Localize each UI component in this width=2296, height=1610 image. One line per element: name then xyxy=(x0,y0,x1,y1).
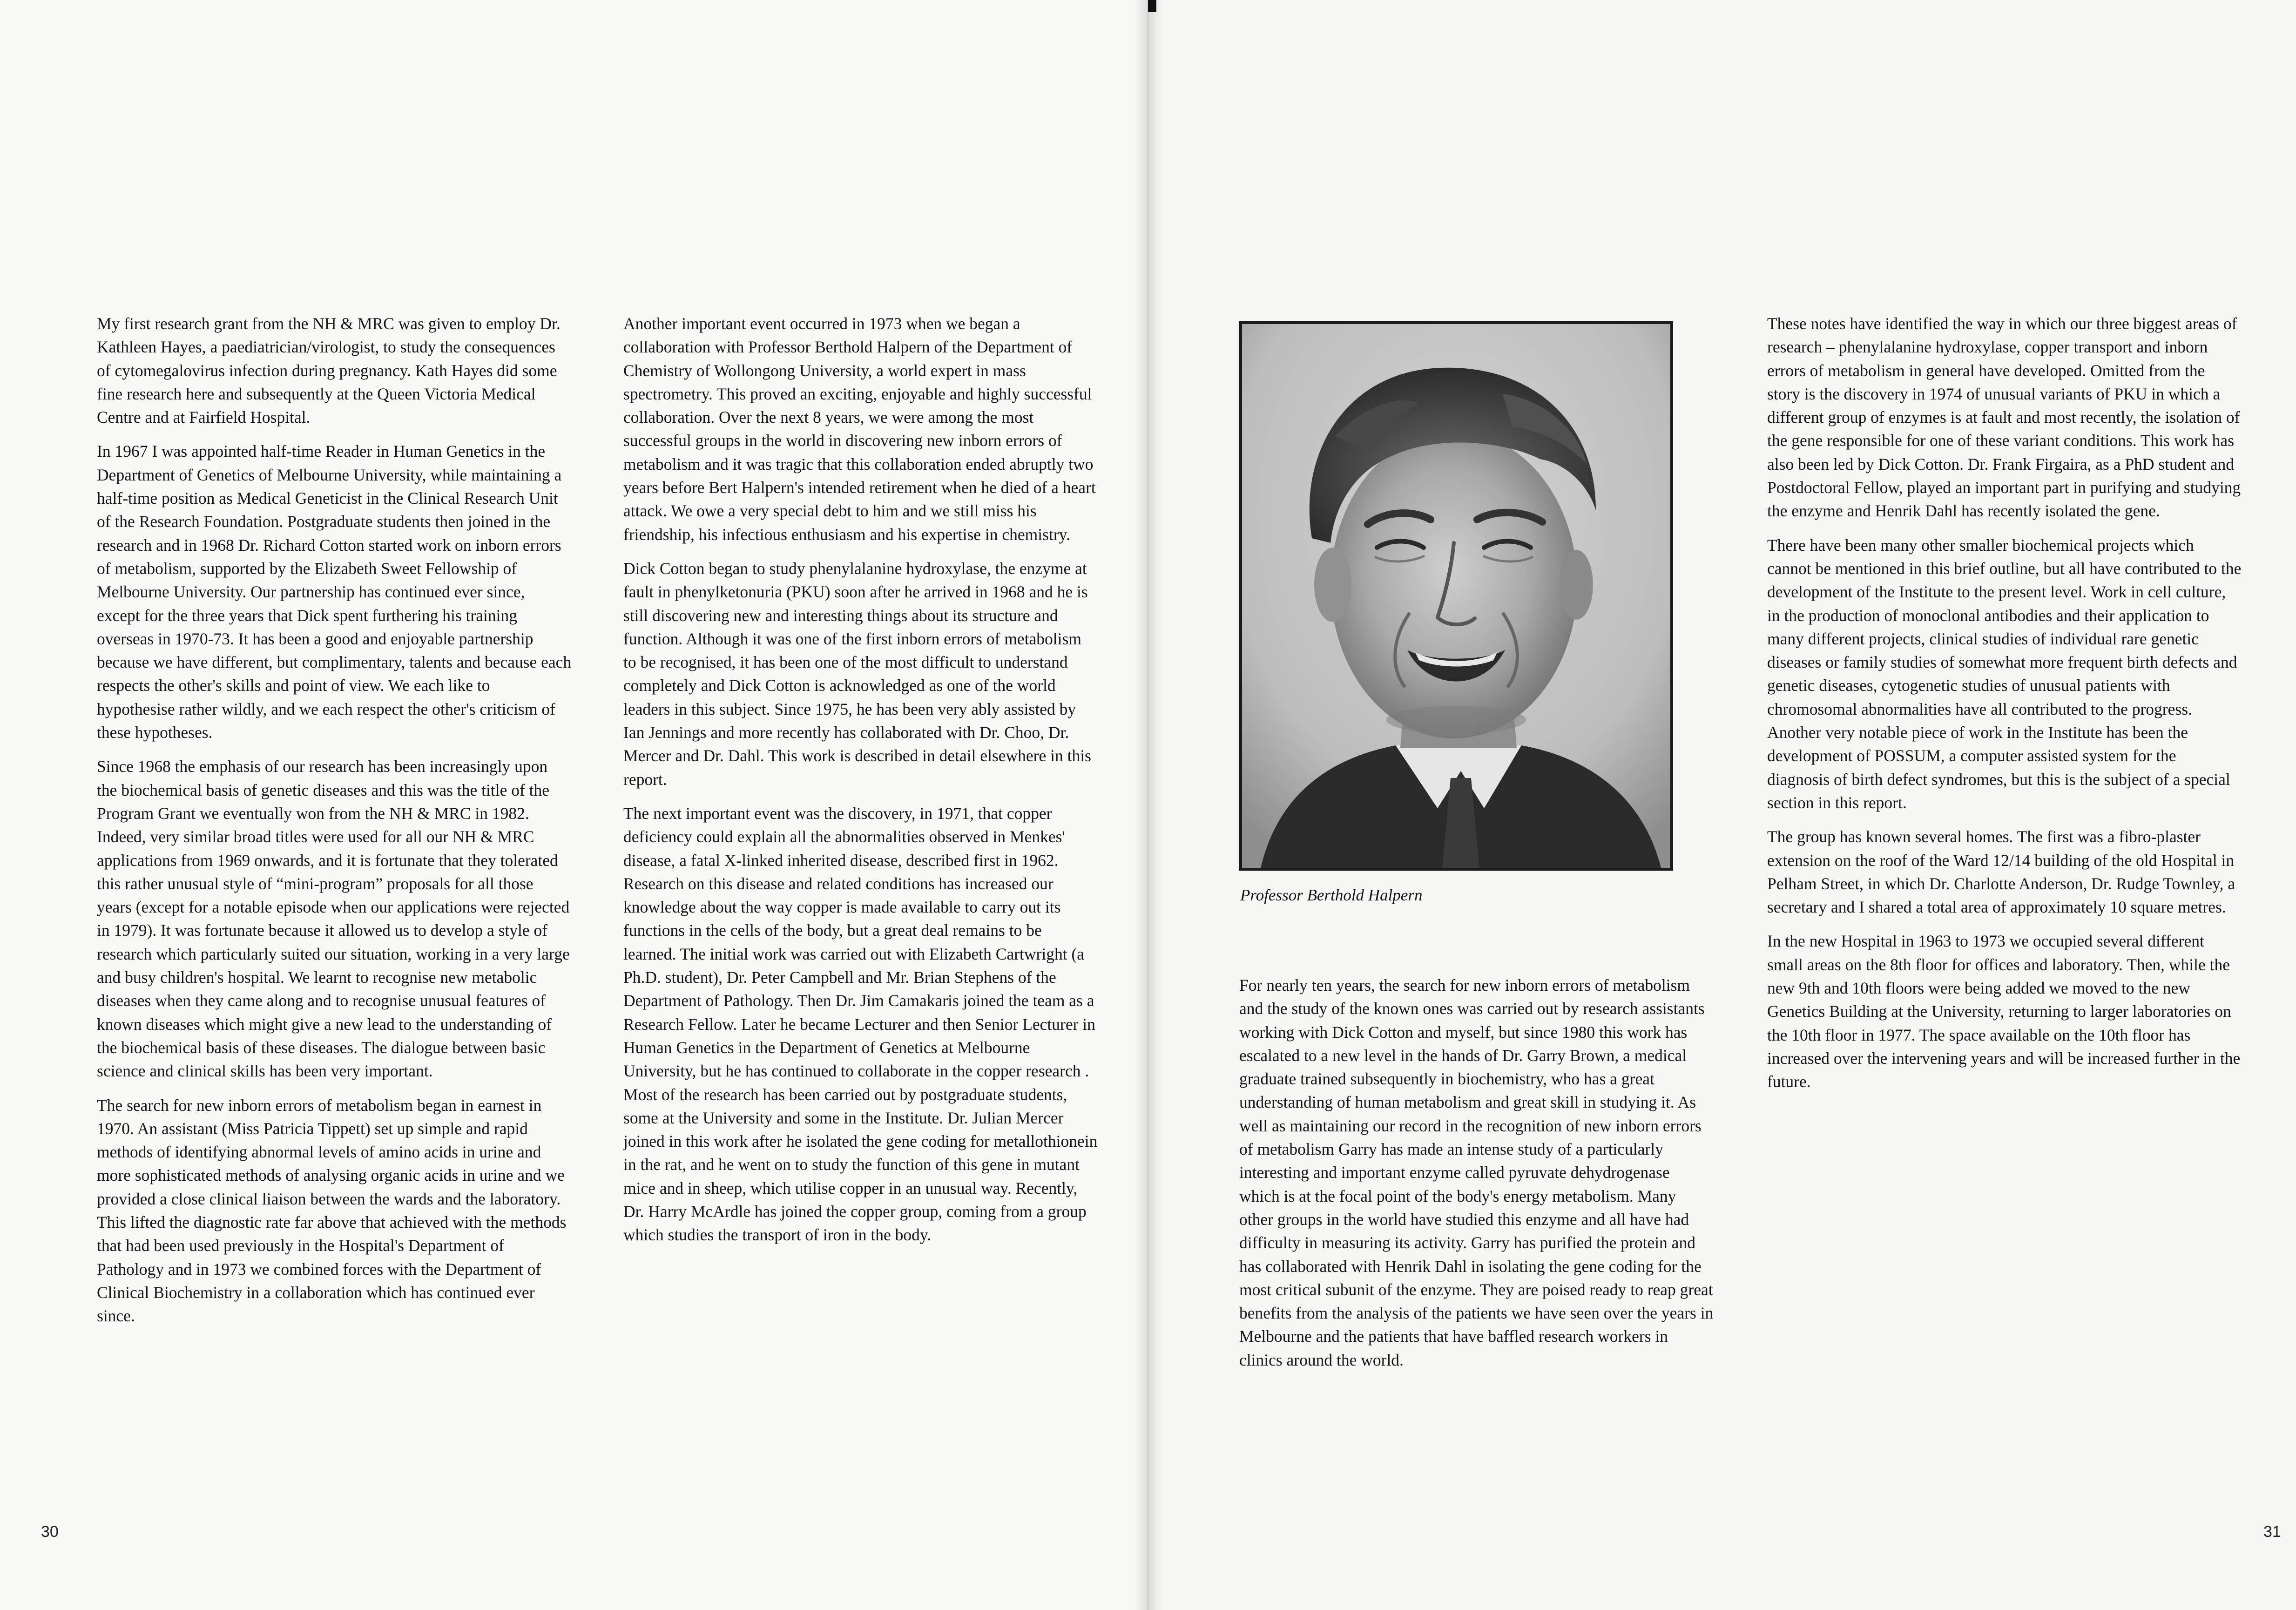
paragraph: There have been many other smaller biochemical projects which cannot be mentioned in this brief outline, but all have contributed to the development of the Institute to the present level. Work in cell culture, in the production of monoclonal antibodies and their application to many different projects, clinical studies of individual rare genetic diseases or family studies of somewhat more frequent birth defects and genetic diseases, cytogenetic studies of unusual patients with chromosomal abnormalities have all contributed to the progress. Another very notable piece of work in the Institute has been the development of POSSUM, a computer assisted system for the diagnosis of birth defect syndromes, but this is the subject of a special section in this report. xyxy=(1767,535,2242,812)
right-page-column-1 xyxy=(1239,974,1714,1382)
gutter-shadow xyxy=(1134,0,1162,1610)
paragraph: My first research grant from the NH & MRC was given to employ Dr. Kathleen Hayes, a paediatrician/virologist, to study the consequences of cytomegalovirus infection during pregnancy. Kath Hayes did some fine research here and subsequently at the Queen Victoria Medical Centre and at Fairfield Hospital. xyxy=(97,314,560,427)
left-page-column-1 xyxy=(97,312,572,1338)
binding-mark xyxy=(1148,0,1156,12)
paragraph: Since 1968 the emphasis of our research has been increasingly upon the biochemical basis of genetic diseases and this was the title of the Program Grant we eventually won from the NH & MRC in 1982. Indeed, very similar broad titles were used for all our NH & MRC applications from 1969 onwards, and it is fortunate that they tolerated this rather unusual style of “mini-program” proposals for all those years (except for a notable episode when our applications were rejected in 1979). It was fortunate because it allowed us to develop a style of research which particularly suited our situation, working in a very large and busy children's hospital. We learnt to recognise new metabolic diseases when they came along and to recognise unusual features of known diseases which might give a new lead to the understanding of the biochemical basis of these diseases. The dialogue between basic science and clinical skills has been very important. xyxy=(97,757,570,1081)
portrait-image xyxy=(1242,324,1670,868)
paragraph: Another important event occurred in 1973 when we began a collaboration with Professor Berthold Halpern of the Department of Chemistry of Wollongong University, a world expert in mass spectrometry. This proved an exciting, enjoyable and highly successful collaboration. Over the next 8 years, we were among the most successful groups in the world in discovering new inborn errors of metabolism and it was tragic that this collaboration ended abruptly two years before Bert Halpern's intended retirement when he died of a heart attack. We owe a very special debt to him and we still miss his friendship, his infectious enthusiasm and his expertise in chemistry. xyxy=(623,314,1096,544)
photo-caption: Professor Berthold Halpern xyxy=(1240,886,1423,904)
paragraph: In 1967 I was appointed half-time Reader in Human Genetics in the Department of Genetics of Melbourne University, while maintaining a half-time position as Medical Geneticist in the Clinical Research Unit of the Research Foundation. Postgraduate students then joined in the research and in 1968 Dr. Richard Cotton started work on inborn errors of metabolism, supported by the Elizabeth Sweet Fellowship of Melbourne University. Our partnership has continued ever since, except for the three years that Dick spent furthering his training overseas in 1970-73. It has been a good and enjoyable partnership because we have different, but complimentary, talents and because each respects the other's skills and point of view. We each like to hypothesise rather wildly, and we each respect the other's criticism of these hypotheses. xyxy=(97,442,572,742)
portrait-photo xyxy=(1239,321,1673,871)
page-number-left: 30 xyxy=(41,1523,59,1541)
paragraph: Dick Cotton began to study phenylalanine hydroxylase, the enzyme at fault in phenylketonuria (PKU) soon after he arrived in 1968 and he is still discovering new and interesting things about its structure and function. Although it was one of the first inborn errors of metabolism to be recognised, it has been one of the most difficult to understand completely and Dick Cotton is acknowledged as one of the world leaders in this subject. Since 1975, he has been very ably assisted by Ian Jennings and more recently has collaborated with Dr. Choo, Dr. Mercer and Dr. Dahl. This work is described in detail elsewhere in this report. xyxy=(623,559,1091,789)
paragraph: In the new Hospital in 1963 to 1973 we occupied several different small areas on the 8th floor for offices and laboratory. Then, while the new 9th and 10th floors were being added we moved to the new Genetics Building at the University, returning to larger laboratories on the 10th floor in 1977. The space available on the 10th floor has increased over the intervening years and will be increased further in the future. xyxy=(1767,932,2241,1091)
page-number-right: 31 xyxy=(2263,1523,2281,1541)
paragraph: The search for new inborn errors of metabolism began in earnest in 1970. An assistant (Miss Patricia Tippett) set up simple and rapid methods of identifying abnormal levels of amino acids in urine and more sophisticated methods of analysing organic acids in urine and we provided a close clinical liaison between the wards and the laboratory. This lifted the diagnostic rate far above that achieved with the methods that had been used previously in the Hospital's Department of Pathology and in 1973 we combined forces with the Department of Clinical Biochemistry in a collaboration which has continued ever since. xyxy=(97,1096,567,1326)
paragraph: These notes have identified the way in which our three biggest areas of research – phenylalanine hydroxylase, copper transport and inborn errors of metabolism in general have developed. Omitted from the story is the discovery in 1974 of unusual variants of PKU in which a different group of enzymes is at fault and most recently, the isolation of the gene responsible for one of these variant conditions. This work has also been led by Dick Cotton. Dr. Frank Firgaira, as a PhD student and Postdoctoral Fellow, played an important part in purifying and studying the enzyme and Henrik Dahl has recently isolated the gene. xyxy=(1767,314,2241,521)
paragraph: The group has known several homes. The first was a fibro-plaster extension on the roof of the Ward 12/14 building of the old Hospital in Pelham Street, in which Dr. Charlotte Anderson, Dr. Rudge Townley, a secretary and I shared a total area of approximately 10 square metres. xyxy=(1767,827,2235,917)
paragraph: For nearly ten years, the search for new inborn errors of metabolism and the study of the known ones was carried out by research assistants working with Dick Cotton and myself, but since 1980 this work has escalated to a new level in the hands of Dr. Garry Brown, a medical graduate trained subsequently in biochemistry, who has a great understanding of human metabolism and great skill in studying it. As well as maintaining our record in the recognition of new inborn errors of metabolism Garry has made an intense study of a particularly interesting and important enzyme called pyruvate dehydrogenase which is at the focal point of the body's energy metabolism. Many other groups in the world have studied this enzyme and all have had difficulty in measuring its activity. Garry has purified the protein and has collaborated with Henrik Dahl in isolating the gene coding for the most critical subunit of the enzyme. They are poised ready to reap great benefits from the analysis of the patients we have seen over the years in Melbourne and the patients that have baffled research workers in clinics around the world. xyxy=(1239,976,1714,1369)
paragraph: The next important event was the discovery, in 1971, that copper deficiency could explain all the abnormalities observed in Menkes' disease, a fatal X-linked inherited disease, described first in 1962. Research on this disease and related conditions has increased our knowledge about the way copper is made available to carry out its functions in the cells of the body, but a great deal remains to be learned. The initial work was carried out with Elizabeth Cartwright (a Ph.D. student), Dr. Peter Campbell and Mr. Brian Stephens of the Department of Pathology. Then Dr. Jim Camakaris joined the team as a Research Fellow. Later he became Lecturer and then Senior Lecturer in Human Genetics in the Department of Genetics at Melbourne University, but he has continued to collaborate in the copper research . Most of the research has been carried out by postgraduate students, some at the University and some in the Institute. Dr. Julian Mercer joined in this work after he isolated the gene coding for metallothionein in the rat, and he went on to study the function of this gene in mutant mice and in sheep, which utilise copper in an unusual way. Recently, Dr. Harry McArdle has joined the copper group, coming from a group which studies the transport of iron in the body. xyxy=(623,804,1098,1245)
left-page-column-2 xyxy=(623,312,1098,1258)
right-page-column-2 xyxy=(1767,312,2242,1104)
